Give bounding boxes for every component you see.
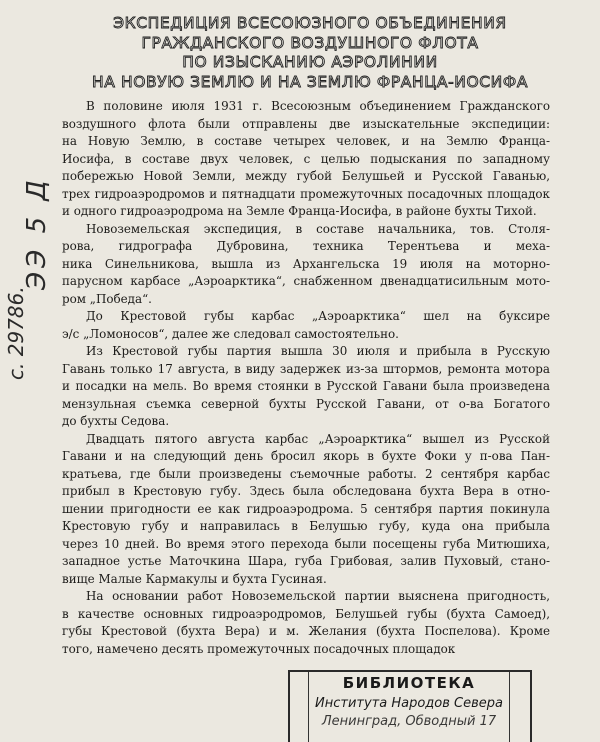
handwritten-shelf-number: с. 29786. bbox=[4, 286, 28, 380]
library-stamp bbox=[288, 670, 532, 742]
title-line: ПО ИЗЫСКАНИЮ АЭРОЛИНИИ bbox=[182, 53, 438, 71]
text-line: прибыл в Крестовую губу. Здесь была обследована бухта Вера в отно- bbox=[62, 484, 550, 498]
text-line: кратьева, где были произведены съемочные работы. 2 сентября карбас bbox=[62, 466, 550, 481]
text-line: губы Крестовой (бухта Вера) и м. Желания (бухта Поспелова). Кроме bbox=[62, 624, 550, 638]
text-line: в качестве основных гидроаэродромов, Белушьей губы (бухта Самоед), bbox=[62, 606, 550, 621]
title-line: НА НОВУЮ ЗЕМЛЮ И НА ЗЕМЛЮ ФРАНЦА-ИОСИФА bbox=[91, 72, 529, 91]
text-line: воздушного флота были отправлены две изыскательные экспедиции: bbox=[62, 116, 550, 131]
stamp-frame bbox=[308, 672, 510, 742]
text-line: Из Крестовой губы партия вышла 30 июля и прибыла в Русскую bbox=[86, 344, 550, 358]
text-line: э/с „Ломоносов“, далее же следовал самостоятельно. bbox=[62, 326, 399, 341]
text-line: ром „Победа“. bbox=[62, 291, 152, 306]
text-line: Двадцать пятого августа карбас „Аэроарктика“ вышел из Русской bbox=[86, 431, 550, 446]
text-line: Крестовую губу и направилась в Белушью губу, куда она прибыла bbox=[62, 519, 550, 533]
text-line: и одного гидроаэродрома на Земле Франца-Иосифа, в районе бухты Тихой. bbox=[62, 204, 537, 218]
text-line: рова, гидрографа Дубровина, техника Терентьева и меха- bbox=[62, 239, 550, 253]
text-line: шении пригодности ее как гидроаэродрома. 5 сентября партия покинула bbox=[62, 501, 550, 516]
text-line: мензульная съемка северной бухты Русской Гавани, от о-ва Богатого bbox=[62, 396, 550, 411]
text-line: на Новую Землю, в составе четырех человек, и на Землю Франца- bbox=[62, 134, 550, 148]
text-line: побережью Новой Земли, между губой Белушьей и Русской Гаванью, bbox=[62, 169, 550, 183]
title-line: ЭКСПЕДИЦИЯ ВСЕСОЮЗНОГО ОБЪЕДИНЕНИЯ bbox=[113, 14, 507, 32]
text-line: вище Малые Кармакулы и бухта Гусиная. bbox=[62, 571, 327, 586]
document-body bbox=[62, 98, 550, 658]
text-line: Иосифа, в составе двух человек, с целью подыскания по западному bbox=[62, 151, 550, 166]
document-title bbox=[60, 14, 560, 92]
stamp-title: БИБЛИОТЕКА bbox=[342, 674, 476, 692]
text-line: через 10 дней. Во время этого перехода были посещены губа Митюшиха, bbox=[62, 536, 550, 551]
text-line: трех гидроаэродромов и пятнадцати промежуточных посадочных площадок bbox=[62, 186, 550, 201]
text-line: На основании работ Новоземельской партии выяснена пригодность, bbox=[86, 589, 550, 603]
text-line: Новоземельская экспедиция, в составе начальника, тов. Столя- bbox=[86, 221, 550, 236]
stamp-institution: Института Народов Севера bbox=[315, 696, 503, 711]
text-line: Гавани и на следующий день бросил якорь в бухте Фоки у п-ова Пан- bbox=[62, 449, 550, 463]
stamp-address: Ленинград, Обводный 17 bbox=[321, 714, 497, 729]
text-line: До Крестовой губы карбас „Аэроарктика“ шел на буксире bbox=[86, 309, 550, 323]
text-line: до бухты Седова. bbox=[62, 414, 170, 428]
text-line: ника Синельникова, вышла из Архангельска 19 июля на моторно- bbox=[62, 256, 550, 271]
title-line: ГРАЖДАНСКОГО ВОЗДУШНОГО ФЛОТА bbox=[141, 33, 479, 52]
text-line: парусном карбасе „Аэроарктика“, снабженном двенадцатисильным мото- bbox=[62, 274, 550, 288]
text-line: западное устье Маточкина Шара, губа Грибовая, залив Пуховый, стано- bbox=[62, 554, 550, 568]
text-line: того, намечено десять промежуточных посадочных площадок bbox=[62, 641, 456, 656]
handwritten-margin-code: ЭЭ 5 Д bbox=[22, 176, 52, 290]
text-line: и посадки на мель. Во время стоянки в Русской Гавани была произведена bbox=[62, 379, 550, 393]
text-line: В половине июля 1931 г. Всесоюзным объединением Гражданского bbox=[86, 99, 550, 113]
text-line: Гавань только 17 августа, в виду задержек из-за штормов, ремонта мотора bbox=[62, 361, 550, 376]
